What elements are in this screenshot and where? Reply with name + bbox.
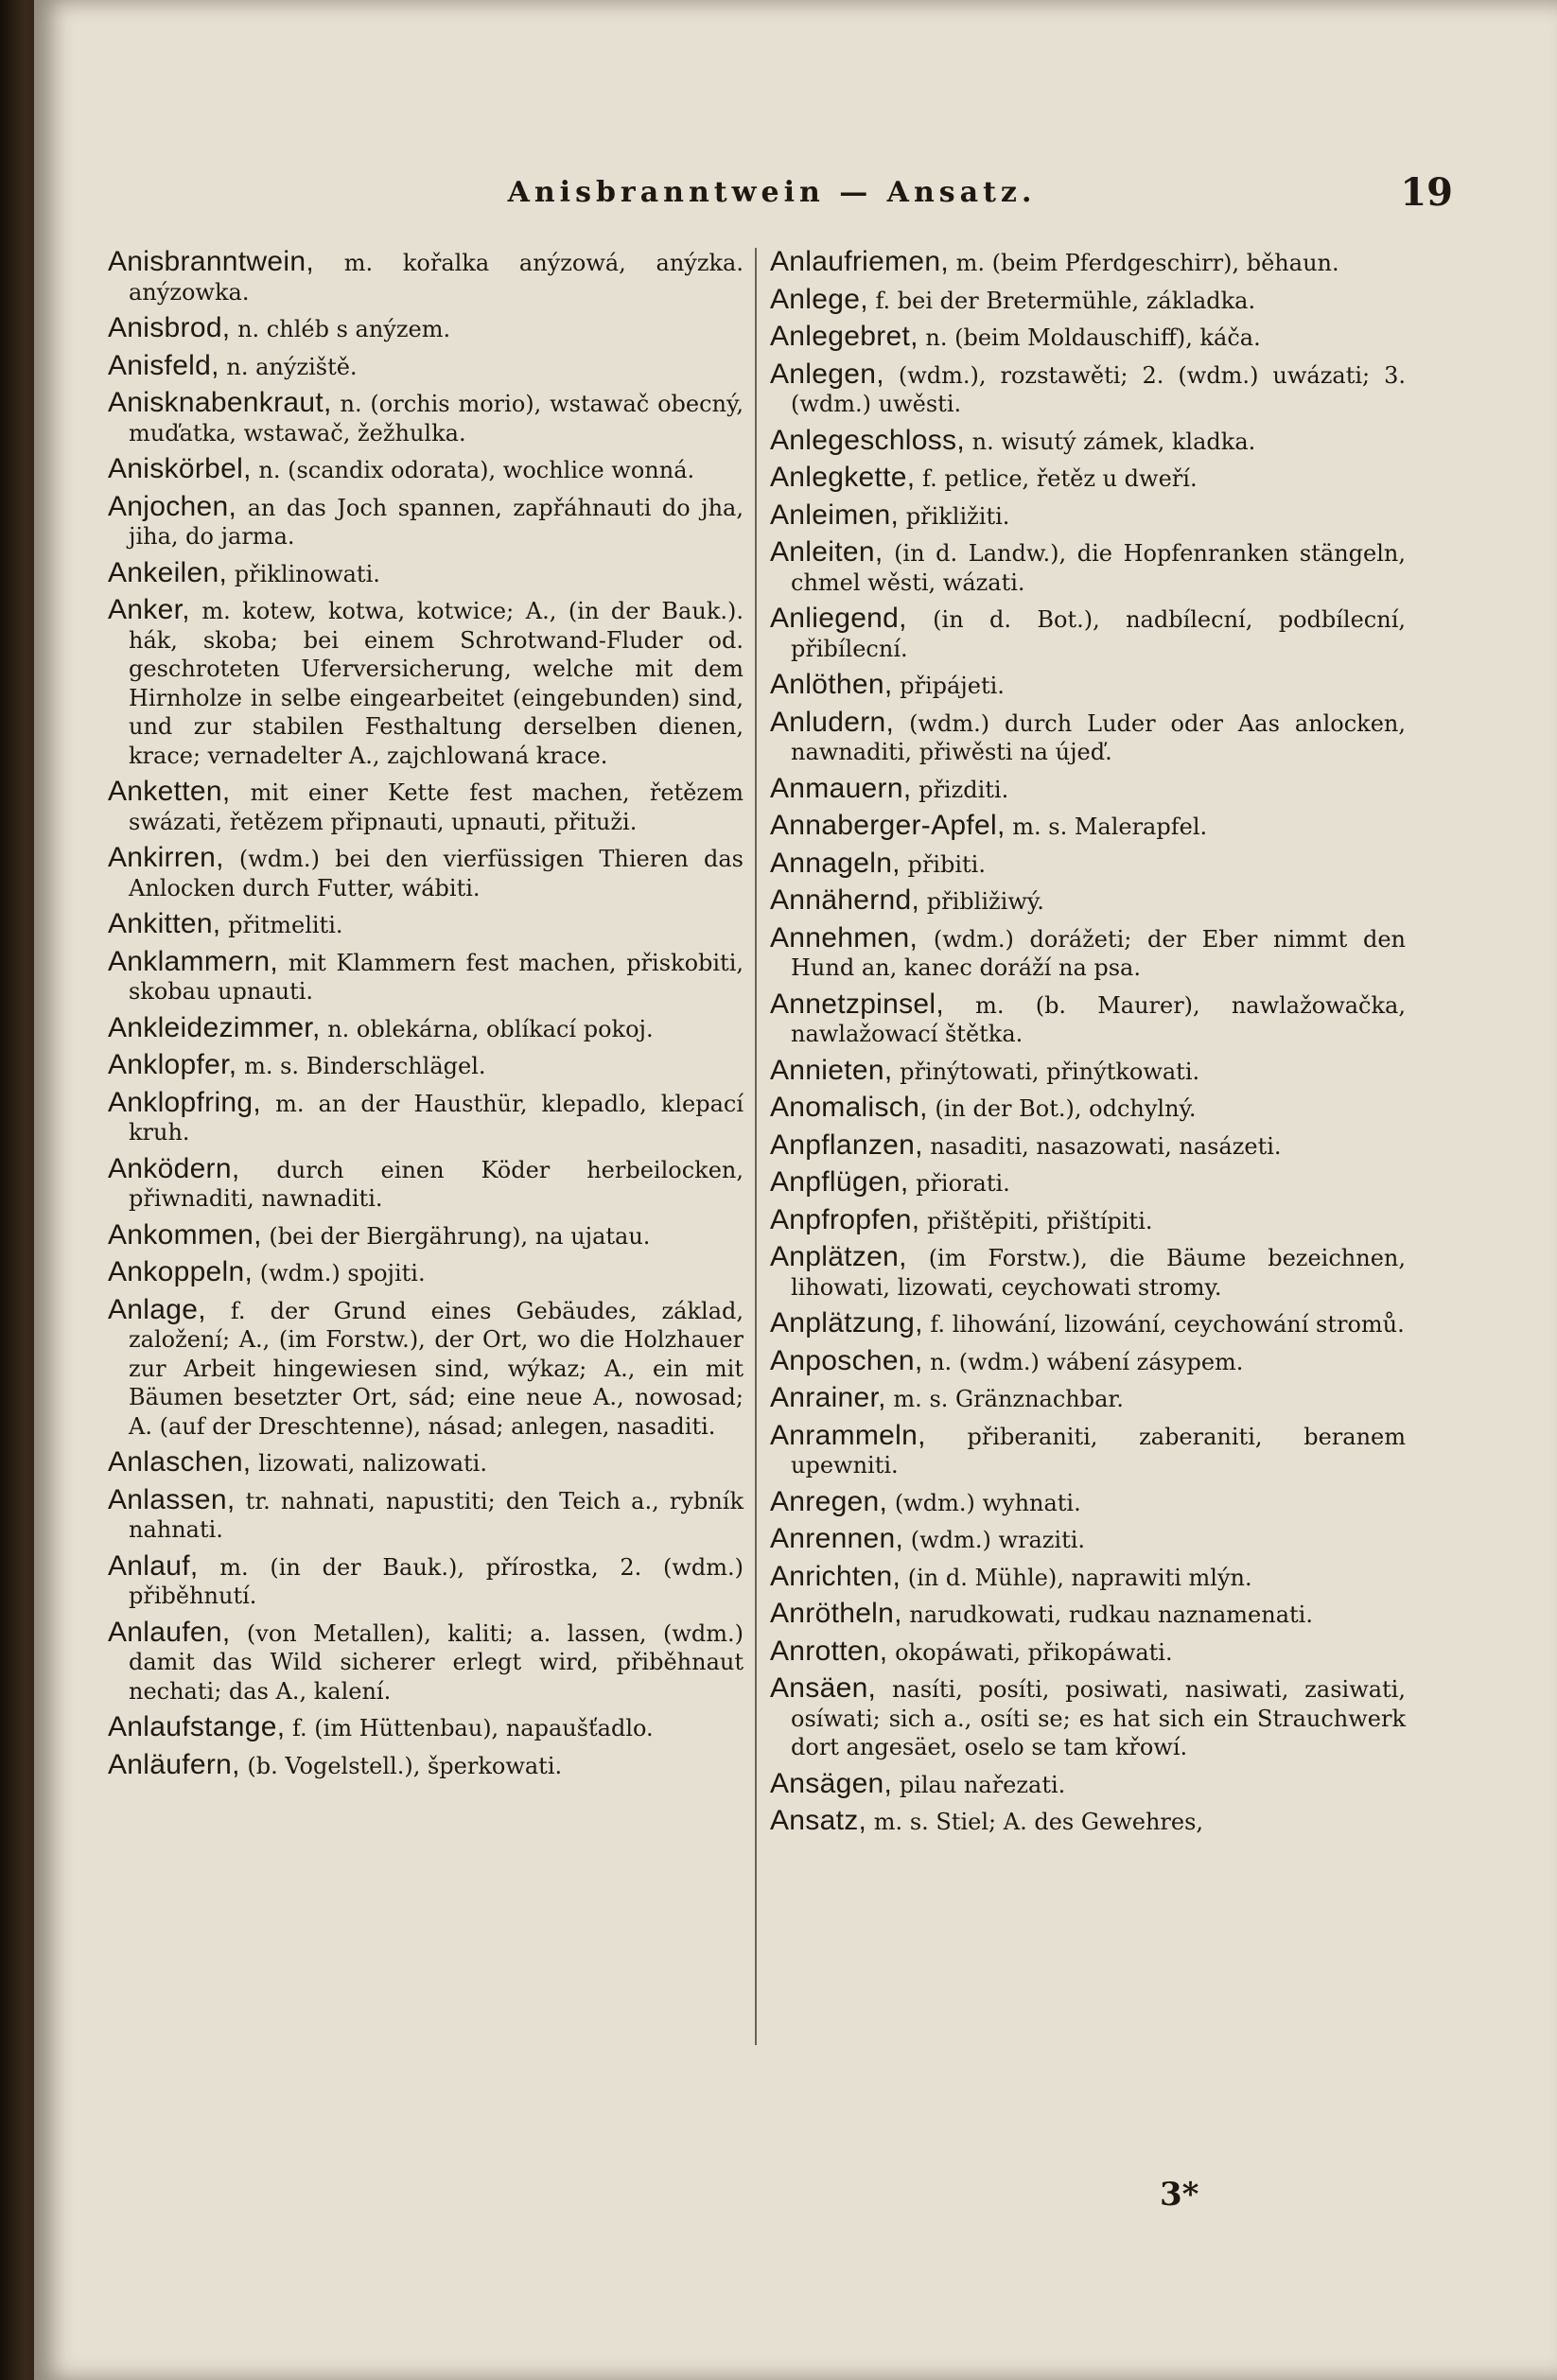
entry-headword: Annetzpinsel, (770, 988, 945, 1020)
entry-definition: n. (orchis morio), wstawač obecný, muďatka, wstawač, žežhulka. (129, 391, 744, 446)
entry-definition: m. (beim Pferdgeschirr), běhaun. (955, 250, 1339, 276)
entry-definition: n. wisutý zámek, kladka. (971, 428, 1256, 455)
page-number: 19 (1400, 170, 1453, 215)
dictionary-entry (108, 556, 744, 589)
entry-headword: Anläufern, (108, 1748, 240, 1780)
dictionary-entry (770, 1243, 1406, 1302)
dictionary-entry (770, 1309, 1406, 1339)
entry-definition: tr. nahnati, napustiti; den Teich a., rybník nahnati. (129, 1487, 744, 1543)
entry-headword: Ankoppeln, (108, 1256, 254, 1287)
dictionary-entry (770, 1600, 1406, 1630)
entry-headword: Anomalisch, (770, 1092, 928, 1123)
dictionary-entry (770, 464, 1406, 494)
entry-headword: Anpflügen, (770, 1166, 909, 1198)
entry-definition: f. (im Hüttenbau), napaušťadlo. (292, 1715, 654, 1741)
entry-headword: Anplätzen, (770, 1241, 907, 1272)
entry-definition: (in d. Mühle), naprawiti mlýn. (907, 1564, 1252, 1591)
dictionary-entry (108, 1218, 744, 1251)
dictionary-entry (770, 360, 1406, 419)
entry-definition: pilau nařezati. (899, 1771, 1066, 1798)
entry-definition: n. oblekárna, oblíkací pokoj. (327, 1015, 654, 1042)
dictionary-entry (770, 1203, 1406, 1236)
entry-headword: Ansatz, (770, 1805, 867, 1836)
entry-headword: Ankleidezimmer, (108, 1011, 321, 1043)
entry-definition: přiberaniti, zaberaniti, beranem upewniti. (791, 1423, 1406, 1479)
dictionary-entry (770, 1637, 1406, 1668)
dictionary-entry (108, 455, 744, 485)
dictionary-entry (108, 490, 744, 551)
entry-headword: Anisbrod, (108, 312, 231, 343)
entry-headword: Anklopfring, (108, 1086, 262, 1118)
dictionary-entry (770, 283, 1406, 316)
entry-headword: Anrötheln, (770, 1598, 902, 1629)
entry-headword: Anpflanzen, (770, 1129, 923, 1161)
entry-headword: Anrennen, (770, 1523, 904, 1554)
entry-headword: Anlaufstange, (108, 1711, 286, 1742)
entry-definition: připájeti. (900, 673, 1005, 699)
entry-definition: m. kotew, kotwa, kotwice; A., (in der Bauk.). hák, skoba; bei einem Schrotwand-Fluder od. geschroteten Uferversicherung, welche mit dem Hirnholze in selbe eingearbeitet (eingebunden) sind, und zur stabilen Festhaltung derselben dienen, krace; vernadelter A., zajchlowaná krace. (129, 598, 744, 769)
dictionary-entry (770, 812, 1406, 842)
entry-headword: Anlaufriemen, (770, 246, 949, 277)
dictionary-entry (108, 778, 744, 836)
entry-headword: Anisbranntwein, (108, 246, 314, 277)
entry-definition: přinýtowati, přinýtkowati. (900, 1058, 1200, 1085)
entry-headword: Anlege, (770, 283, 868, 315)
entry-definition: (b. Vogelstell.), šperkowati. (247, 1752, 563, 1779)
entry-headword: Annieten, (770, 1054, 893, 1086)
entry-headword: Anleimen, (770, 499, 900, 531)
entry-definition: nasaditi, nasazowati, nasázeti. (930, 1132, 1282, 1160)
entry-definition: přitmeliti. (228, 912, 343, 938)
entry-definition: m. (b. Maurer), nawlažowačka, nawlažowací štětka. (791, 991, 1406, 1047)
entry-definition: přiklinowati. (234, 560, 380, 587)
entry-headword: Anlauf, (108, 1549, 199, 1582)
entry-definition: n. (scandix odorata), wochlice wonná. (258, 457, 695, 483)
entry-headword: Anleiten, (770, 536, 883, 568)
entry-definition: (wdm.) wraziti. (910, 1527, 1086, 1553)
entry-definition: (wdm.), rozstawěti; 2. (wdm.) uwázati; 3. (wdm.) uwěsti. (791, 361, 1406, 417)
entry-definition: lizowati, nalizowati. (258, 1450, 487, 1477)
signature-mark: 3* (1160, 2176, 1199, 2214)
running-head: Anisbranntwein — Ansatz. (507, 176, 1037, 209)
entry-headword: Anisknabenkraut, (108, 387, 332, 418)
dictionary-entry (770, 1344, 1406, 1377)
dictionary-entry (108, 1483, 744, 1545)
dictionary-entry (108, 1713, 744, 1743)
dictionary-entry (108, 1086, 744, 1147)
left-column (108, 248, 744, 1788)
dictionary-entry (108, 1152, 744, 1214)
dictionary-entry (770, 323, 1406, 353)
entry-headword: Ankeilen, (108, 556, 228, 588)
entry-definition: mit einer Kette fest machen, řetězem swázati, řetězem připnauti, upnauti, přituži. (129, 779, 744, 835)
dictionary-entry (770, 1054, 1406, 1087)
dictionary-entry (108, 314, 744, 344)
dictionary-entry (108, 1051, 744, 1081)
entry-headword: Anrichten, (770, 1560, 901, 1592)
entry-definition: m. an der Hausthür, klepadlo, klepací kruh. (129, 1090, 744, 1146)
dictionary-entry (770, 1168, 1406, 1199)
entry-headword: Ankirren, (108, 842, 224, 873)
entry-headword: Anrotten, (770, 1635, 888, 1667)
entry-headword: Anlegebret, (770, 321, 918, 352)
entry-headword: Annageln, (770, 847, 901, 879)
entry-headword: Anlöthen, (770, 669, 893, 700)
entry-definition: (im Forstw.), die Bäume bezeichnen, lihowati, lizowati, ceychowati stromy. (791, 1245, 1406, 1301)
dictionary-entry (770, 1131, 1406, 1162)
entry-headword: Annehmen, (770, 921, 918, 954)
dictionary-entry (108, 1748, 744, 1781)
dictionary-entry (770, 1384, 1406, 1414)
entry-headword: Anklammern, (108, 945, 279, 977)
entry-definition: (wdm.) spojiti. (259, 1260, 426, 1286)
dictionary-entry (770, 1485, 1406, 1518)
entry-definition: (bei der Biergährung), na ujatau. (269, 1222, 651, 1250)
entry-definition: n. (beim Moldauschiff), káča. (925, 324, 1261, 351)
dictionary-entry (770, 1419, 1406, 1480)
entry-headword: Annähernd, (770, 884, 920, 916)
entry-headword: Anködern, (108, 1152, 240, 1184)
dictionary-entry (770, 538, 1406, 597)
entry-headword: Anmauern, (770, 772, 912, 804)
entry-headword: Anlegkette, (770, 462, 916, 493)
entry-headword: Anlaschen, (108, 1446, 252, 1478)
entry-definition: (wdm.) dorážeti; der Eber nimmt den Hund an, kanec doráží na psa. (791, 925, 1406, 981)
entry-headword: Anlage, (108, 1293, 206, 1325)
dictionary-entry (770, 706, 1406, 767)
entry-definition: f. der Grund eines Gebäudes, základ, založení; A., (im Forstw.), der Ort, wo die Holzhauer zur Arbeit hingewiesen sind, wýkaz; A., ein mit Bäumen besetzter Ort, sád; eine neue A., nowosad; A. (auf der Dreschtenne), násad; anlegen, nasaditi. (129, 1297, 744, 1440)
entry-definition: m. s. Binderschlägel. (244, 1053, 486, 1079)
entry-headword: Ansäen, (770, 1672, 877, 1704)
entry-headword: Aniskörbel, (108, 453, 252, 484)
entry-definition: f. bei der Bretermühle, základka. (875, 287, 1256, 314)
dictionary-page (34, 0, 1557, 2380)
entry-headword: Anketten, (108, 776, 231, 807)
entry-definition: narudkowati, rudkau naznamenati. (909, 1601, 1313, 1628)
dictionary-entry (108, 1448, 744, 1479)
entry-definition: m. (in der Bauk.), přírostka, 2. (wdm.) přiběhnutí. (129, 1553, 744, 1609)
dictionary-entry (770, 772, 1406, 805)
dictionary-entry (108, 389, 744, 447)
dictionary-entry (770, 990, 1406, 1049)
entry-headword: Anposchen, (770, 1344, 923, 1376)
entry-definition: přištěpiti, přištípiti. (927, 1207, 1153, 1234)
entry-headword: Anrammeln, (770, 1419, 926, 1451)
entry-definition: přibiti. (907, 850, 986, 878)
dictionary-entry (108, 1616, 744, 1706)
entry-headword: Ankitten, (108, 908, 221, 939)
dictionary-entry (770, 1525, 1406, 1555)
dictionary-entry (770, 1767, 1406, 1800)
entry-headword: Anker, (108, 594, 190, 625)
dictionary-entry (770, 1094, 1406, 1124)
dictionary-entry (770, 424, 1406, 457)
entry-headword: Anplätzung, (770, 1307, 923, 1339)
dictionary-entry (770, 1807, 1406, 1837)
entry-headword: Ansägen, (770, 1767, 893, 1799)
entry-definition: (in d. Bot.), nadbílecní, podbílecní, přibílecní. (791, 606, 1406, 662)
entry-definition: (in der Bot.), odchylný. (935, 1095, 1197, 1122)
entry-definition: přizditi. (918, 776, 1009, 803)
dictionary-entry (770, 604, 1406, 663)
dictionary-entry (770, 501, 1406, 532)
dictionary-entry (770, 1674, 1406, 1762)
dictionary-entry (108, 844, 744, 902)
entry-definition: (wdm.) bei den vierfüssigen Thieren das Anlocken durch Futter, wábiti. (129, 846, 744, 901)
entry-headword: Anlegeschloss, (770, 424, 965, 456)
dictionary-entry (108, 945, 744, 1006)
column-divider (755, 248, 757, 2045)
dictionary-entry (108, 248, 744, 306)
entry-definition: n. anýziště. (226, 353, 358, 380)
entry-definition: (in d. Landw.), die Hopfenranken stängeln, chmel wěsti, wázati. (791, 540, 1406, 596)
entry-definition: m. s. Gränznachbar. (893, 1386, 1124, 1412)
entry-definition: přibližiwý. (926, 888, 1044, 915)
entry-definition: okopáwati, přikopáwati. (895, 1638, 1173, 1666)
entry-headword: Anjochen, (108, 490, 237, 522)
right-column (770, 248, 1406, 1845)
entry-definition: m. s. Malerapfel. (1012, 814, 1208, 840)
entry-headword: Anisfeld, (108, 349, 219, 381)
entry-definition: m. s. Stiel; A. des Gewehres, (873, 1809, 1204, 1835)
dictionary-entry (770, 1560, 1406, 1593)
entry-definition: f. lihowání, lizowání, ceychowání stromů. (930, 1311, 1405, 1338)
entry-headword: Anregen, (770, 1485, 888, 1517)
dictionary-entry (108, 1258, 744, 1288)
entry-definition: nasíti, posíti, posiwati, nasiwati, zasiwati, osíwati; sich a., osíti se; es hat sich ein Strauchwerk dort angesäet, oselo se tam křowí. (791, 1676, 1406, 1760)
dictionary-entry (108, 1011, 744, 1044)
dictionary-entry (770, 921, 1406, 983)
entry-headword: Anrainer, (770, 1382, 886, 1413)
dictionary-entry (770, 248, 1406, 278)
entry-definition: (wdm.) durch Luder oder Aas anlocken, nawnaditi, přiwěsti na újeď. (791, 709, 1406, 765)
dictionary-entry (770, 849, 1406, 880)
entry-headword: Ankommen, (108, 1218, 262, 1251)
entry-headword: Anludern, (770, 706, 895, 738)
entry-definition: přikližiti. (905, 502, 1010, 530)
entry-headword: Annaberger-Apfel, (770, 810, 1006, 841)
dictionary-entry (108, 349, 744, 382)
entry-definition: přiorati. (916, 1170, 1010, 1197)
entry-definition: m. kořalka anýzowá, anýzka. anýzowka. (129, 250, 744, 306)
dictionary-entry (108, 1293, 744, 1442)
entry-definition: durch einen Köder herbeilocken, přiwnaditi, nawnaditi. (129, 1156, 744, 1212)
entry-definition: an das Joch spannen, zapřáhnauti do jha, jiha, do jarma. (129, 494, 744, 550)
entry-headword: Anliegend, (770, 603, 907, 634)
dictionary-entry (770, 671, 1406, 701)
dictionary-entry (108, 596, 744, 770)
entry-definition: n. chléb s anýzem. (237, 316, 451, 342)
entry-headword: Anlegen, (770, 358, 884, 390)
entry-definition: (wdm.) wyhnati. (894, 1489, 1081, 1516)
dictionary-entry (108, 1549, 744, 1611)
dictionary-entry (108, 910, 744, 940)
entry-definition: f. petlice, řetěz u dweří. (922, 465, 1198, 492)
entry-headword: Anklopfer, (108, 1049, 237, 1080)
entry-headword: Anlaufen, (108, 1616, 231, 1648)
entry-headword: Anlassen, (108, 1483, 236, 1515)
entry-definition: (von Metallen), kaliti; a. lassen, (wdm.) damit das Wild sicherer erlegt wird, přiběhnaut nechati; das A., kalení. (129, 1619, 744, 1705)
entry-definition: n. (wdm.) wábení zásypem. (930, 1348, 1244, 1375)
dictionary-entry (770, 886, 1406, 917)
entry-definition: mit Klammern fest machen, přiskobiti, skobau upnauti. (129, 949, 744, 1005)
entry-headword: Anpfropfen, (770, 1203, 920, 1235)
